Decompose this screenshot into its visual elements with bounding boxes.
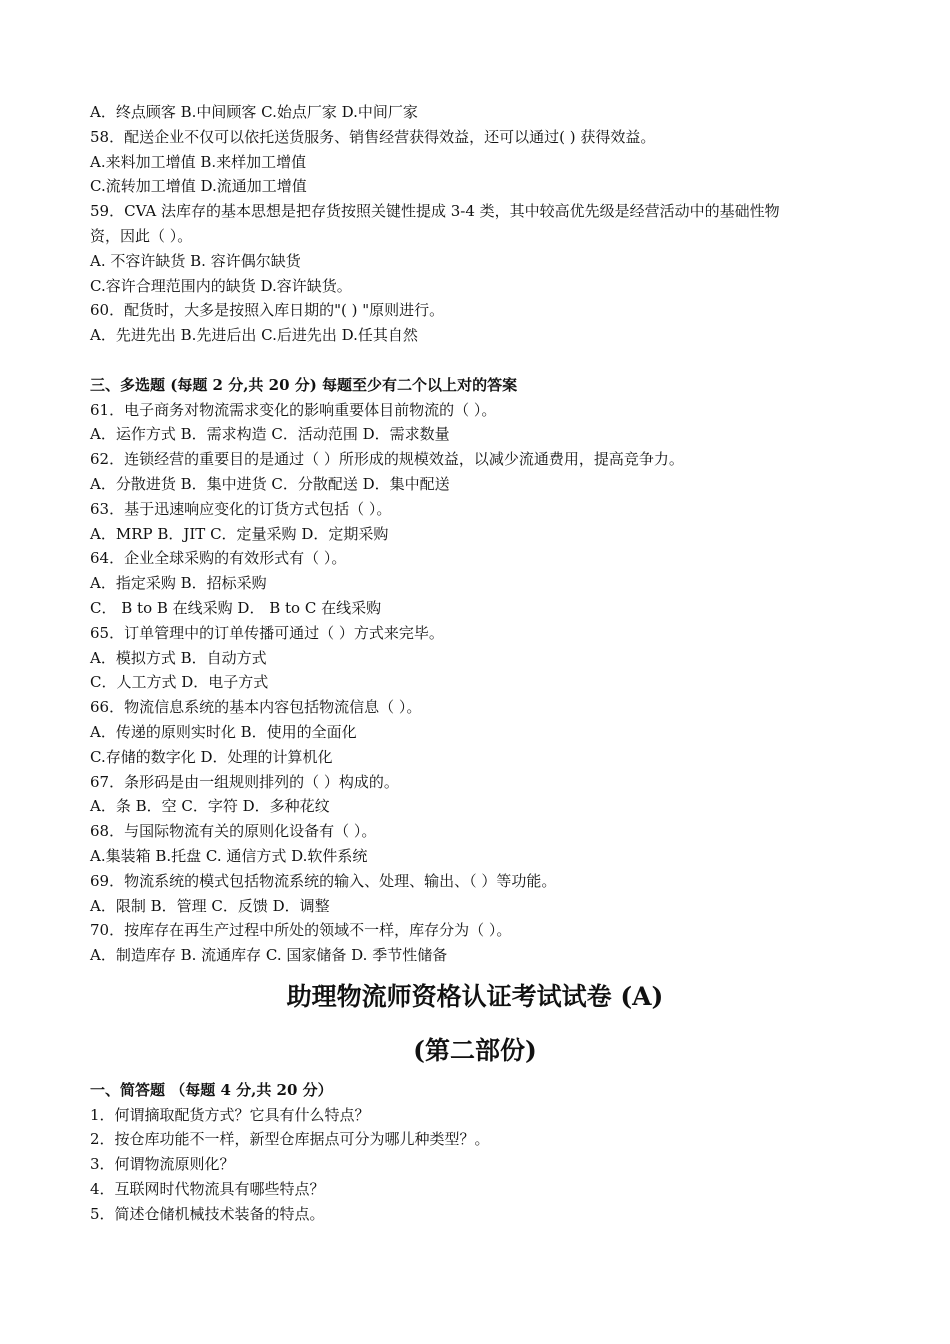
short-answer-question-5: 5．简述仓储机械技术装备的特点。 (90, 1204, 325, 1223)
answer-options-68: A.集装箱 B.托盘 C. 通信方式 D.软件系统 (90, 846, 368, 865)
answer-options-64-cd: C． B to B 在线采购 D． B to C 在线采购 (90, 598, 382, 617)
question-70: 70．按库存在再生产过程中所处的领域不一样，库存分为（ ）。 (90, 921, 512, 940)
question-58: 58．配送企业不仅可以依托送货服务、销售经营获得效益，还可以通过( ) 获得效益。 (90, 127, 656, 146)
exam-subtitle: (第二部份) (413, 1035, 537, 1065)
question-63: 63．基于迅速响应变化的订货方式包括（ ）。 (90, 499, 392, 518)
short-answer-question-1: 1．何谓摘取配货方式？它具有什么特点？ (90, 1105, 370, 1124)
question-66: 66．物流信息系统的基本内容包括物流信息（ ）。 (90, 698, 422, 717)
answer-options-66-ab: A．传递的原则实时化 B．使用的全面化 (90, 722, 357, 741)
question-60: 60．配货时，大多是按照入库日期的"( ) "原则进行。 (90, 301, 445, 320)
question-62: 62．连锁经营的重要目的是通过（ ）所形成的规模效益，以减少流通费用，提高竞争力。 (90, 450, 684, 469)
section-heading-multiple-choice: 三、多选题 (每题 2 分,共 20 分) 每题至少有二个以上对的答案 (90, 375, 518, 394)
single-choice-continued (90, 100, 870, 348)
answer-options-59-ab: A. 不容许缺货 B. 容许偶尔缺货 (90, 251, 301, 270)
section-spacer (90, 348, 870, 373)
short-answer-question-3: 3．何谓物流原则化？ (90, 1155, 235, 1174)
question-67: 67．条形码是由一组规则排列的（ ）构成的。 (90, 772, 399, 791)
question-59-line-2: 资，因此（ ）。 (90, 226, 193, 245)
answer-options-65-cd: C．人工方式 D．电子方式 (90, 673, 269, 692)
answer-options-70: A．制造库存 B. 流通库存 C. 国家储备 D. 季节性储备 (90, 946, 448, 965)
short-answer-section (90, 1078, 870, 1227)
multiple-choice-section (90, 373, 870, 968)
exam-title: 助理物流师资格认证考试试卷 (A) (286, 981, 664, 1011)
short-answer-question-2: 2．按仓库功能不一样，新型仓库据点可分为哪儿种类型？。 (90, 1130, 490, 1149)
section-heading-short-answer: 一、简答题 （每题 4 分,共 20 分） (90, 1080, 333, 1099)
question-61: 61．电子商务对物流需求变化的影响重要体目前物流的（ ）。 (90, 400, 497, 419)
question-65: 65．订单管理中的订单传播可通过（ ）方式来完毕。 (90, 623, 444, 642)
question-69: 69．物流系统的模式包括物流系统的输入、处理、输出、（ ）等功能。 (90, 871, 557, 890)
answer-options-66-cd: C.存储的数字化 D．处理的计算机化 (90, 747, 333, 766)
question-59-line-1: 59．CVA 法库存的基本思想是把存货按照关键性提成 3-4 类，其中较高优先级是经营活动中的基础性物 (90, 202, 780, 221)
short-answer-question-4: 4．互联网时代物流具有哪些特点？ (90, 1180, 325, 1199)
answer-options-60: A．先进先出 B.先进后出 C.后进先出 D.任其自然 (90, 326, 418, 345)
answer-options-57: A．终点顾客 B.中间顾客 C.始点厂家 D.中间厂家 (90, 103, 418, 121)
answer-options-58-cd: C.流转加工增值 D.流通加工增值 (90, 177, 307, 196)
answer-options-63: A．MRP B．JIT C．定量采购 D．定期采购 (90, 524, 389, 543)
answer-options-64-ab: A．指定采购 B．招标采购 (90, 574, 267, 593)
answer-options-58-ab: A.来料加工增值 B.来样加工增值 (90, 152, 307, 171)
answer-options-69: A．限制 B．管理 C．反馈 D．调整 (90, 896, 330, 915)
answer-options-65-ab: A．模拟方式 B．自动方式 (90, 648, 267, 667)
answer-options-61: A．运作方式 B．需求构造 C．活动范围 D．需求数量 (90, 425, 450, 444)
answer-options-67: A．条 B．空 C．字符 D．多种花纹 (90, 797, 330, 816)
answer-options-62: A．分散进货 B．集中进货 C．分散配送 D．集中配送 (90, 474, 450, 493)
document-page (90, 100, 870, 1227)
answer-options-59-cd: C.容许合理范围内的缺货 D.容许缺货。 (90, 276, 352, 295)
question-64: 64．企业全球采购的有效形式有（ ）。 (90, 549, 347, 568)
question-68: 68．与国际物流有关的原则化设备有（ ）。 (90, 822, 377, 841)
